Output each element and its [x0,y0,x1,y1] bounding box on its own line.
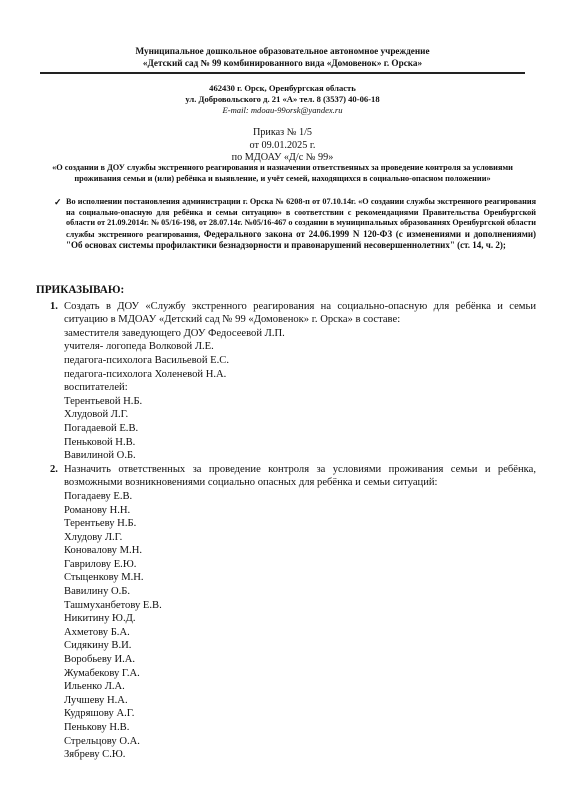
order-item-2 [36,463,536,762]
email-line: E-mail: mdoau-99orsk@yandex.ru [222,105,343,115]
header-divider [40,72,525,74]
item-number: 1. [50,300,58,312]
list-item: Ташмуханбетову Е.В. [64,599,162,611]
list-item: Романову Н.Н. [64,504,131,516]
list-item: Погадаевой Е.В. [64,422,139,434]
list-item: учителя- логопеда Волковой Л.Е. [64,341,214,353]
item-text: Назначить ответственных за проведение контроля за условиями проживания семьи и ребёнка, возможными возникновениями социально опасных для ребёнка и семьи ситуаций: [64,463,536,489]
basis-text: Во исполнении постановления администрации г. Орска № 6208-п от 07.10.14г. «О создании службы экстренного реагирования на социально-опасную для ребёнка и семьи ситуацию» в соответствии с рекомендациями Правительства Оренбургской области от 21.09.2014г. № 05/16-198, от 28.07.14г. №05/16-467 о создании в муниципальных образованиях Оренбургской области службы экстренного реагирования, [66,197,536,239]
list-item: Вавилиной О.Б. [64,450,136,462]
member-list [64,327,536,463]
order-title: «О создании в ДОУ службы экстренного реагирования и назначении ответственных за проведение контроля за условиями проживания семьи и (или) ребёнка и выявление, и учёт семей, находящихся в социально-опасном положении» [52,163,513,183]
order-date: от 09.01.2025 г. [249,139,316,151]
list-item: Хлудову Л.Г. [64,531,123,543]
list-item: Воробьеву И.А. [64,654,136,666]
list-item: педагога-психолога Холеневой Н.А. [64,368,227,380]
list-item: Сидякину В.И. [64,640,132,652]
order-heading [0,127,565,165]
order-directive: ПРИКАЗЫВАЮ: [36,284,125,296]
list-item: заместителя заведующего ДОУ Федосеевой Л.П. [64,327,285,339]
list-item: Коновалову М.Н. [64,545,142,557]
organization-name [0,46,565,69]
responsible-list [64,490,536,762]
list-item: Лучшеву Н.А. [64,694,128,706]
address-line-1: 462430 г. Орск, Оренбургская область [209,83,356,93]
basis-law: Федерального закона от 24.06.1999 N 120-ФЗ (с изменениями и дополнениями) "Об основах системы профилактики безнадзорности и правонарушений несовершеннолетних" (ст. 14, ч. 2); [66,228,537,251]
list-item: Стыценкову М.Н. [64,572,144,584]
order-body [36,284,536,762]
list-item: Хлудовой Л.Г. [64,409,129,421]
list-item: Жумабекову Г.А. [64,667,140,679]
checkmark-icon: ✓ [54,197,62,207]
list-item: Зябреву С.Ю. [64,749,126,761]
list-item: Терентьеву Н.Б. [64,518,137,530]
list-item: Погадаеву Е.В. [64,490,133,502]
list-item: Никитину Ю.Д. [64,613,136,625]
list-item: Ильенко Л.А. [64,681,125,693]
order-item-1 [36,300,536,463]
order-organization: по МДОАУ «Д/с № 99» [231,152,334,163]
list-item: Пеньковой Н.В. [64,436,136,448]
list-item: Терентьевой Н.Б. [64,395,143,407]
list-item: Стрельцову О.А. [64,735,140,747]
address-line-2: ул. Добровольского д. 21 «А» тел. 8 (3537) 40-06-18 [185,94,380,104]
organization-address [0,83,565,116]
org-line-1: Муниципальное дошкольное образовательное автономное учреждение [135,46,430,56]
list-item: Вавилину О.Б. [64,586,131,598]
list-item: Пенькову Н.В. [64,722,130,733]
item-number: 2. [50,463,58,475]
list-item: Гаврилову Е.Ю. [64,558,137,570]
list-item: Кудряшову А.Г. [64,708,135,720]
list-item: педагога-психолога Васильевой Е.С. [64,354,229,366]
item-text: Создать в ДОУ «Службу экстренного реагирования на социально-опасную для ребёнка и семьи ситуацию в МДОАУ «Детский сад № 99 «Домовенок» г. Орска» в составе: [64,300,536,326]
list-item: Ахметову Б.А. [64,626,130,638]
org-line-2: «Детский сад № 99 комбинированного вида «Домовенок» г. Орска» [142,57,423,68]
list-item: воспитателей: [64,382,128,394]
order-number: Приказ № 1/5 [252,127,313,138]
order-basis [54,197,537,252]
